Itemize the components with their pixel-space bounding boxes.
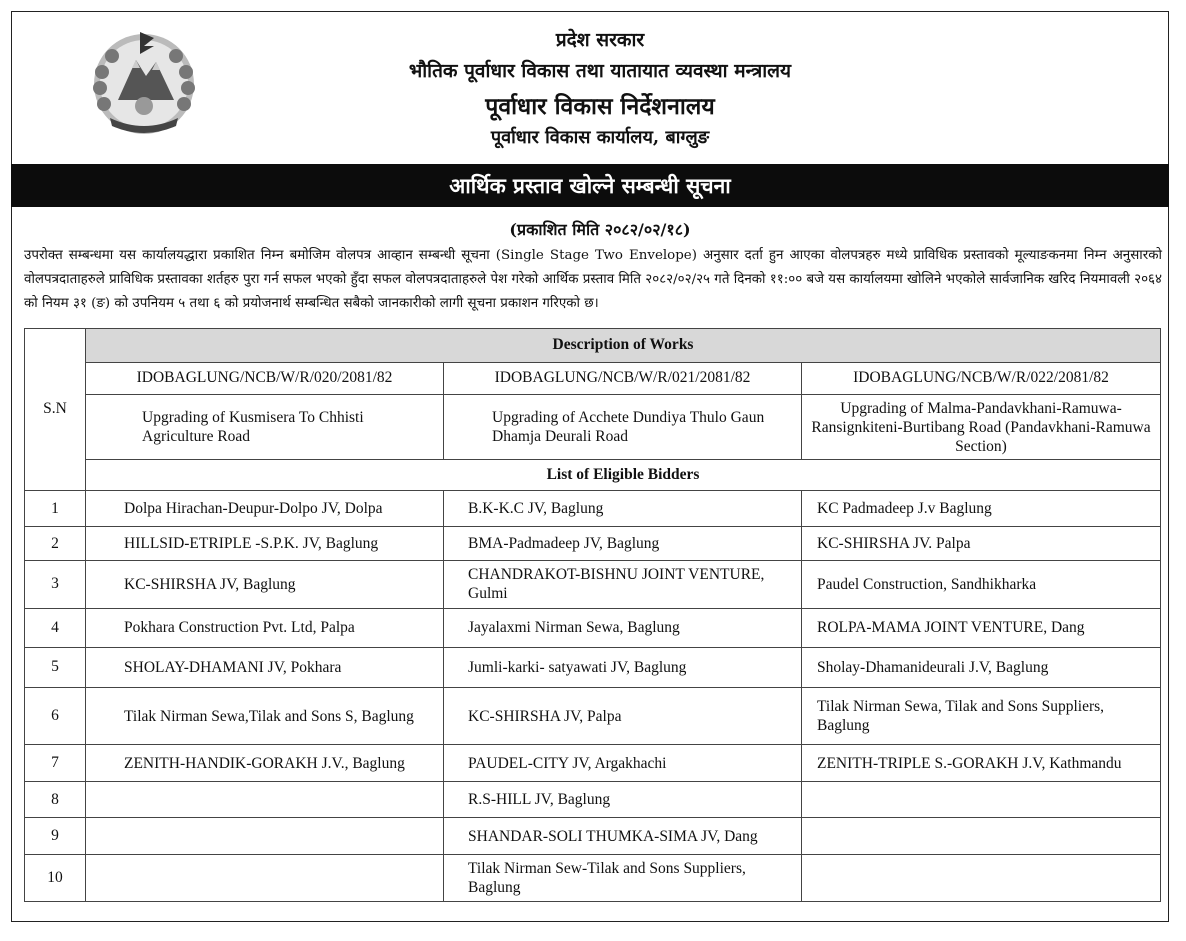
table-row: [25, 688, 1161, 745]
notice-paragraph: उपरोक्त सम्बन्धमा यस कार्यालयद्धारा प्रकाशित निम्न बमोजिम वोलपत्र आव्हान सम्बन्धी सूचना (Single Stage Two Envelope) अनुसार दर्ता हुन आएका वोलपत्रहरु मध्ये प्राविधिक प्रस्तावको मूल्याङकनमा निम्न अनुसारको वोलपत्रदाताहरुले प्राविधिक प्रस्तावका शर्तहरु पुरा गर्न सफल भएको हुँदा सफल वोलपत्रदाताहरुले पेश गरेको आर्थिक प्रस्ताव मिति २०८२/०२/२५ गते दिनको ११:०० बजे यस कार्यालयमा खोलिने भएकोले सार्वजानिक खरिद नियमावली २०६४ को नियम ३१ (ङ) को उपनियम ५ तथा ६ को प्रयोजनार्थ सम्बन्धित सबैको जानकारीको लागी सूचना प्रकाशन गरिएको छ।: [24, 248, 1162, 311]
work-description-2: Upgrading of Acchete Dundiya Thulo Gaun Dhamja Deurali Road: [444, 395, 802, 460]
nepal-emblem-icon: [88, 26, 200, 138]
bidder-col-3: [802, 855, 1161, 902]
row-sn: 1: [25, 490, 86, 527]
header-directorate: पूर्वाधार विकास निर्देशनालय: [485, 93, 715, 120]
table-row: [25, 745, 1161, 782]
row-sn: 9: [25, 818, 86, 855]
contract-code-2: IDOBAGLUNG/NCB/W/R/021/2081/82: [444, 362, 802, 395]
row-sn: 4: [25, 608, 86, 647]
bidder-col-3: Sholay-Dhamanideurali J.V, Baglung: [802, 647, 1161, 688]
header-province-government: प्रदेश सरकार: [555, 29, 645, 51]
bidder-col-3: KC-SHIRSHA JV. Palpa: [802, 527, 1161, 561]
table-row: [25, 561, 1161, 609]
table-row: [25, 490, 1161, 527]
bidder-col-3: Paudel Construction, Sandhikharka: [802, 561, 1161, 609]
row-sn: 2: [25, 527, 86, 561]
bidder-col-2: B.K-K.C JV, Baglung: [444, 490, 802, 527]
table-row: [25, 527, 1161, 561]
bidder-col-2: BMA-Padmadeep JV, Baglung: [444, 527, 802, 561]
bidder-col-3: ZENITH-TRIPLE S.-GORAKH J.V, Kathmandu: [802, 745, 1161, 782]
sn-header: S.N: [25, 329, 86, 491]
bidder-col-2: R.S-HILL JV, Baglung: [444, 781, 802, 818]
header-ministry: भौतिक पूर्वाधार विकास तथा यातायात व्यवस्था मन्त्रालय: [408, 60, 792, 82]
bidder-col-3: ROLPA-MAMA JOINT VENTURE, Dang: [802, 608, 1161, 647]
bidder-col-2: Tilak Nirman Sew-Tilak and Sons Suppliers, Baglung: [444, 855, 802, 902]
row-sn: 6: [25, 688, 86, 745]
bidder-col-2: KC-SHIRSHA JV, Palpa: [444, 688, 802, 745]
row-sn: 5: [25, 647, 86, 688]
table-row: [25, 647, 1161, 688]
table-row: [25, 818, 1161, 855]
bidder-col-1: Pokhara Construction Pvt. Ltd, Palpa: [86, 608, 444, 647]
notice-title-banner: आर्थिक प्रस्ताव खोल्ने सम्बन्धी सूचना: [11, 164, 1169, 207]
bidder-col-2: Jayalaxmi Nirman Sewa, Baglung: [444, 608, 802, 647]
published-date: (प्रकाशित मिति २०८२/०२/१८): [509, 220, 691, 239]
contract-code-1: IDOBAGLUNG/NCB/W/R/020/2081/82: [86, 362, 444, 395]
work-description-3: Upgrading of Malma-Pandavkhani-Ramuwa-Ransignkiteni-Burtibang Road (Pandavkhani-Ramuwa Section): [802, 395, 1161, 460]
table-row: [25, 608, 1161, 647]
bidder-col-1: [86, 818, 444, 855]
work-description-1: Upgrading of Kusmisera To Chhisti Agriculture Road: [86, 395, 444, 460]
bidder-col-1: SHOLAY-DHAMANI JV, Pokhara: [86, 647, 444, 688]
row-sn: 10: [25, 855, 86, 902]
bidder-col-3: Tilak Nirman Sewa, Tilak and Sons Suppliers, Baglung: [802, 688, 1161, 745]
row-sn: 7: [25, 745, 86, 782]
header-office: पूर्वाधार विकास कार्यालय, बाग्लुङ: [490, 127, 710, 148]
bidders-table: [24, 328, 1161, 902]
table-row: [25, 781, 1161, 818]
bidder-col-2: PAUDEL-CITY JV, Argakhachi: [444, 745, 802, 782]
row-sn: 3: [25, 561, 86, 609]
bidder-col-1: ZENITH-HANDIK-GORAKH J.V., Baglung: [86, 745, 444, 782]
bidder-col-1: [86, 781, 444, 818]
description-header: Description of Works: [86, 329, 1161, 363]
bidder-col-2: SHANDAR-SOLI THUMKA-SIMA JV, Dang: [444, 818, 802, 855]
row-sn: 8: [25, 781, 86, 818]
table-row: [25, 855, 1161, 902]
bidder-col-1: Tilak Nirman Sewa,Tilak and Sons S, Baglung: [86, 688, 444, 745]
bidder-col-1: KC-SHIRSHA JV, Baglung: [86, 561, 444, 609]
eligible-bidders-header: List of Eligible Bidders: [86, 460, 1161, 491]
bidder-col-3: [802, 781, 1161, 818]
bidder-col-1: HILLSID-ETRIPLE -S.P.K. JV, Baglung: [86, 527, 444, 561]
bidder-col-3: KC Padmadeep J.v Baglung: [802, 490, 1161, 527]
bidder-col-2: Jumli-karki- satyawati JV, Baglung: [444, 647, 802, 688]
bidder-col-2: CHANDRAKOT-BISHNU JOINT VENTURE, Gulmi: [444, 561, 802, 609]
contract-code-3: IDOBAGLUNG/NCB/W/R/022/2081/82: [802, 362, 1161, 395]
bidder-col-3: [802, 818, 1161, 855]
bidder-col-1: [86, 855, 444, 902]
bidder-col-1: Dolpa Hirachan-Deupur-Dolpo JV, Dolpa: [86, 490, 444, 527]
